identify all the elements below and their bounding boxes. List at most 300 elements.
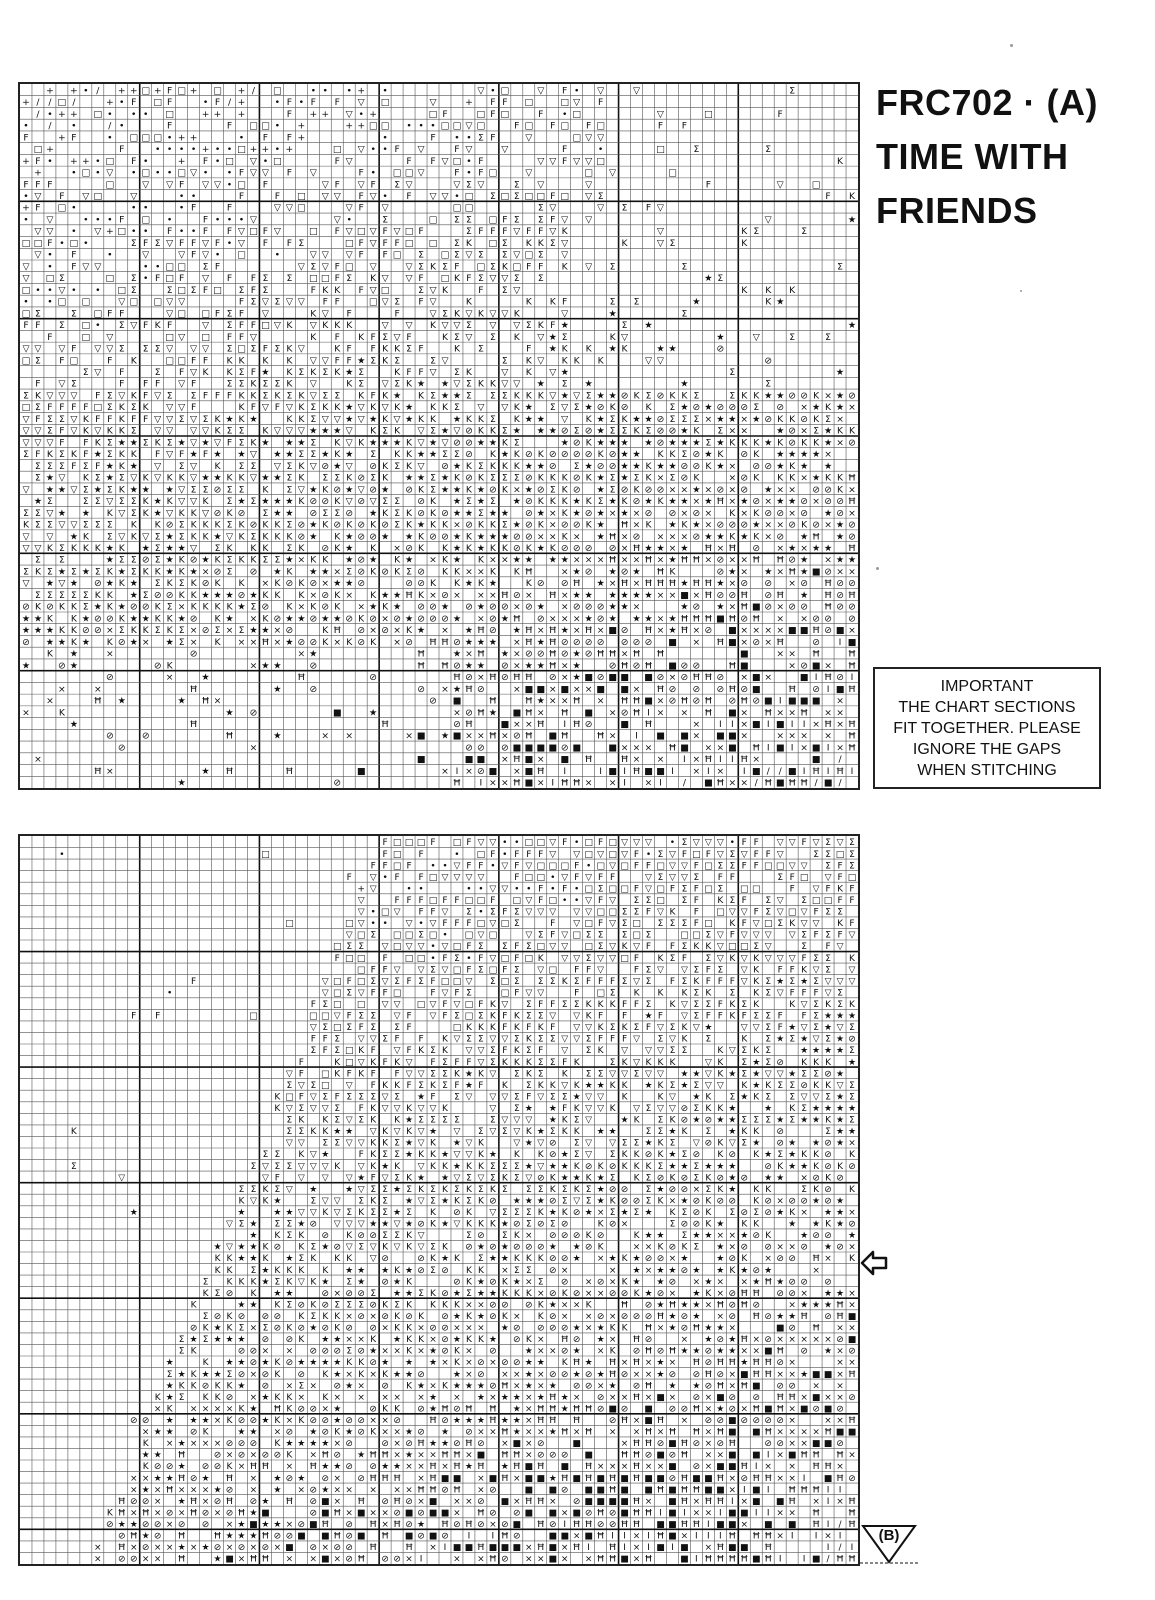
svg-text:⊘: ⊘ xyxy=(848,578,856,590)
svg-text:⊘: ⊘ xyxy=(536,1450,545,1461)
svg-text:F: F xyxy=(358,284,364,296)
svg-text:K: K xyxy=(537,519,544,531)
svg-text:K: K xyxy=(849,1254,855,1265)
svg-text:▽: ▽ xyxy=(441,988,449,999)
svg-text:Ħ: Ħ xyxy=(584,1404,593,1415)
svg-text:□: □ xyxy=(608,907,617,918)
svg-text:K: K xyxy=(442,1242,448,1253)
svg-text:Ħ: Ħ xyxy=(788,1392,797,1403)
svg-text:Σ: Σ xyxy=(310,1046,317,1057)
svg-text:Σ: Σ xyxy=(765,1011,772,1022)
svg-text:•: • xyxy=(418,120,424,132)
svg-text:Σ: Σ xyxy=(549,402,556,414)
svg-text:⊘: ⊘ xyxy=(656,1254,665,1265)
svg-text:★: ★ xyxy=(500,1242,509,1253)
svg-text:▽: ▽ xyxy=(609,942,617,953)
svg-text:□: □ xyxy=(153,97,163,109)
svg-text:⊘: ⊘ xyxy=(417,1404,425,1415)
svg-text:+: + xyxy=(285,144,294,156)
svg-text:▽: ▽ xyxy=(489,884,497,895)
svg-text:Σ: Σ xyxy=(262,284,269,296)
svg-text:▽: ▽ xyxy=(381,1104,389,1115)
svg-text:▽: ▽ xyxy=(285,1104,293,1115)
svg-text:F: F xyxy=(262,237,269,249)
svg-text:⊘: ⊘ xyxy=(848,519,856,531)
svg-text:Σ: Σ xyxy=(322,1000,329,1011)
svg-text:Σ: Σ xyxy=(286,1300,293,1311)
svg-text:□: □ xyxy=(356,976,366,987)
svg-text:⊘: ⊘ xyxy=(632,1346,641,1357)
svg-text:K: K xyxy=(477,519,484,531)
svg-text:×: × xyxy=(369,1416,377,1427)
svg-text:Σ: Σ xyxy=(513,1104,520,1115)
svg-text:×: × xyxy=(500,730,509,742)
svg-text:K: K xyxy=(621,413,628,425)
svg-text:▽: ▽ xyxy=(46,226,54,238)
svg-text:▽: ▽ xyxy=(609,1069,617,1080)
svg-text:▽: ▽ xyxy=(573,155,581,167)
svg-text:⊘: ⊘ xyxy=(824,566,832,578)
svg-text:Σ: Σ xyxy=(609,472,616,484)
svg-text:★: ★ xyxy=(776,1115,785,1126)
svg-text:K: K xyxy=(765,1080,772,1091)
svg-text:⊘: ⊘ xyxy=(824,1184,832,1195)
svg-text:⊘: ⊘ xyxy=(548,1323,557,1334)
svg-text:K: K xyxy=(322,320,329,332)
svg-text:K: K xyxy=(358,613,365,625)
svg-text:×: × xyxy=(560,1265,569,1276)
svg-text:Σ: Σ xyxy=(82,519,89,531)
svg-text:Σ: Σ xyxy=(442,261,448,273)
svg-text:⊘: ⊘ xyxy=(656,425,665,437)
svg-text:★: ★ xyxy=(800,1046,809,1057)
svg-text:▽: ▽ xyxy=(764,942,772,953)
svg-text:×: × xyxy=(728,554,737,566)
svg-text:Σ: Σ xyxy=(178,1392,185,1403)
svg-text:×: × xyxy=(369,1312,377,1323)
svg-text:★: ★ xyxy=(776,460,785,472)
svg-text:▽: ▽ xyxy=(657,907,664,918)
svg-text:★: ★ xyxy=(440,390,450,402)
svg-text:⊘: ⊘ xyxy=(800,1277,808,1288)
svg-text:Ħ: Ħ xyxy=(716,1300,725,1311)
svg-text:★: ★ xyxy=(644,542,653,554)
svg-text:▽: ▽ xyxy=(848,930,856,941)
svg-text:×: × xyxy=(788,660,797,672)
svg-text:▽: ▽ xyxy=(573,953,581,964)
svg-text:▽: ▽ xyxy=(285,1069,293,1080)
svg-text:K: K xyxy=(274,1416,281,1427)
svg-text:★: ★ xyxy=(596,1173,605,1184)
svg-text:×: × xyxy=(584,1288,593,1299)
svg-text:★: ★ xyxy=(177,613,186,625)
svg-text:■: ■ xyxy=(823,777,833,788)
svg-text:Σ: Σ xyxy=(118,320,125,332)
svg-text:⊘: ⊘ xyxy=(129,1416,138,1427)
svg-text:⊘: ⊘ xyxy=(513,1323,521,1334)
svg-text:⊘: ⊘ xyxy=(560,1277,569,1288)
svg-text:F: F xyxy=(801,988,807,999)
svg-text:⊘: ⊘ xyxy=(213,484,222,496)
svg-text:★: ★ xyxy=(716,413,725,425)
svg-text:▽: ▽ xyxy=(549,202,557,214)
svg-text:×: × xyxy=(177,601,186,613)
svg-text:/: / xyxy=(36,97,40,109)
svg-text:Ħ: Ħ xyxy=(668,1300,677,1311)
svg-text:▽: ▽ xyxy=(597,85,605,97)
svg-text:▽: ▽ xyxy=(788,861,796,872)
svg-text:⊘: ⊘ xyxy=(560,1254,569,1265)
svg-text:▽: ▽ xyxy=(321,308,329,320)
svg-text:F: F xyxy=(322,1046,328,1057)
svg-text:▽: ▽ xyxy=(309,390,317,402)
svg-text:□: □ xyxy=(464,896,474,907)
svg-text:Σ: Σ xyxy=(394,460,401,472)
svg-text:▽: ▽ xyxy=(453,320,461,332)
svg-text:⊘: ⊘ xyxy=(692,1439,701,1450)
svg-text:×: × xyxy=(381,1323,389,1334)
svg-text:Ħ: Ħ xyxy=(847,1416,857,1427)
svg-text:Σ: Σ xyxy=(490,1115,496,1126)
svg-text:★: ★ xyxy=(692,1231,701,1242)
svg-text:K: K xyxy=(250,1277,257,1288)
svg-text:K: K xyxy=(645,472,652,484)
svg-text:K: K xyxy=(753,531,760,543)
svg-text:I: I xyxy=(778,695,782,707)
svg-text:□: □ xyxy=(344,919,354,930)
svg-text:★: ★ xyxy=(608,1254,617,1265)
svg-text:K: K xyxy=(154,1392,161,1403)
svg-text:▽: ▽ xyxy=(261,1173,269,1184)
svg-text:K: K xyxy=(382,1138,389,1149)
svg-text:•: • xyxy=(310,85,317,97)
svg-text:Ħ: Ħ xyxy=(644,1427,653,1438)
svg-text:Σ: Σ xyxy=(47,496,53,508)
svg-text:K: K xyxy=(430,1161,436,1172)
svg-text:×: × xyxy=(58,683,66,695)
svg-text:▽: ▽ xyxy=(668,1104,676,1115)
svg-text:★: ★ xyxy=(788,1023,797,1034)
svg-text:⊘: ⊘ xyxy=(369,1231,377,1242)
svg-text:★: ★ xyxy=(500,507,509,519)
svg-text:K: K xyxy=(633,1115,640,1126)
svg-text:▽: ▽ xyxy=(285,296,293,308)
svg-text:★: ★ xyxy=(835,519,845,531)
svg-text:★: ★ xyxy=(261,1416,270,1427)
svg-text:★: ★ xyxy=(237,1242,246,1253)
svg-text:Σ: Σ xyxy=(609,425,616,437)
svg-text:Ħ: Ħ xyxy=(704,707,713,719)
svg-text:F: F xyxy=(190,976,197,987)
svg-text:★: ★ xyxy=(345,366,354,378)
svg-text:F: F xyxy=(358,249,364,261)
svg-text:F: F xyxy=(298,1092,304,1103)
svg-text:⊘: ⊘ xyxy=(752,636,761,648)
svg-text:⊘: ⊘ xyxy=(489,625,497,637)
svg-text:K: K xyxy=(370,1335,377,1346)
svg-text:•: • xyxy=(23,214,29,226)
svg-text:K: K xyxy=(166,1404,173,1415)
svg-text:K: K xyxy=(717,1150,724,1161)
svg-text:×: × xyxy=(668,484,677,496)
svg-text:□: □ xyxy=(476,919,486,930)
svg-text:×: × xyxy=(836,1381,844,1392)
svg-text:▽: ▽ xyxy=(345,155,353,167)
svg-text:×: × xyxy=(249,660,258,672)
svg-text:×: × xyxy=(393,636,401,648)
svg-text:★: ★ xyxy=(716,1219,725,1230)
svg-text:★: ★ xyxy=(704,1323,713,1334)
svg-text:F: F xyxy=(382,988,388,999)
svg-text:Ħ: Ħ xyxy=(440,1404,450,1415)
svg-text:▽: ▽ xyxy=(297,1173,305,1184)
svg-text:F: F xyxy=(406,155,412,167)
svg-text:K: K xyxy=(346,1254,353,1265)
svg-text:⊘: ⊘ xyxy=(596,1392,605,1403)
svg-text:Σ: Σ xyxy=(525,1080,532,1091)
svg-text:Σ: Σ xyxy=(47,566,53,578)
svg-text:■: ■ xyxy=(656,1450,665,1461)
svg-text:×: × xyxy=(465,1358,473,1369)
svg-text:⊘: ⊘ xyxy=(752,1416,761,1427)
svg-text:Σ: Σ xyxy=(573,425,580,437)
svg-text:K: K xyxy=(430,1254,436,1265)
svg-text:Σ: Σ xyxy=(549,1092,556,1103)
svg-text:Σ: Σ xyxy=(286,390,293,402)
svg-text:★: ★ xyxy=(464,625,474,637)
svg-text:▽: ▽ xyxy=(22,578,30,590)
svg-text:F: F xyxy=(143,320,149,332)
svg-text:×: × xyxy=(141,1427,150,1438)
svg-text:Σ: Σ xyxy=(250,1265,257,1276)
svg-text:★: ★ xyxy=(452,1416,461,1427)
svg-text:K: K xyxy=(621,1161,628,1172)
svg-text:Σ: Σ xyxy=(513,214,520,226)
svg-text:Ħ: Ħ xyxy=(512,777,522,788)
svg-text:K: K xyxy=(190,531,197,543)
svg-text:■: ■ xyxy=(811,1392,821,1403)
svg-text:F: F xyxy=(478,167,484,179)
svg-text:I: I xyxy=(551,777,555,788)
svg-text:□: □ xyxy=(93,190,103,202)
svg-text:Σ: Σ xyxy=(466,496,472,508)
svg-text:K: K xyxy=(406,449,413,461)
svg-text:⊘: ⊘ xyxy=(644,636,653,648)
svg-text:Σ: Σ xyxy=(537,1034,544,1045)
svg-text:⊘: ⊘ xyxy=(740,578,749,590)
svg-text:Ħ: Ħ xyxy=(704,754,713,766)
svg-text:⊘: ⊘ xyxy=(596,672,605,684)
svg-text:F: F xyxy=(598,919,604,930)
svg-text:★: ★ xyxy=(560,1404,569,1415)
svg-text:□: □ xyxy=(93,108,103,120)
svg-text:▽: ▽ xyxy=(309,378,317,390)
svg-text:□: □ xyxy=(620,884,629,895)
svg-text:⊘: ⊘ xyxy=(596,1231,605,1242)
svg-text:Σ: Σ xyxy=(825,907,831,918)
svg-text:Σ: Σ xyxy=(178,460,185,472)
svg-text:•: • xyxy=(430,120,436,132)
svg-text:⊘: ⊘ xyxy=(489,1242,497,1253)
svg-text:■: ■ xyxy=(823,1439,833,1450)
svg-text:▽: ▽ xyxy=(465,1138,473,1149)
svg-text:▽: ▽ xyxy=(429,1104,437,1115)
svg-text:F: F xyxy=(47,179,53,191)
svg-text:Σ: Σ xyxy=(633,1023,640,1034)
svg-text:▽: ▽ xyxy=(561,214,569,226)
svg-text:Σ: Σ xyxy=(118,496,125,508)
svg-text:Σ: Σ xyxy=(501,519,508,531)
svg-text:K: K xyxy=(406,460,413,472)
svg-text:□: □ xyxy=(332,988,342,999)
svg-text:▽: ▽ xyxy=(178,296,186,308)
svg-text:K: K xyxy=(477,1265,484,1276)
svg-text:F: F xyxy=(514,861,520,872)
svg-text:▽: ▽ xyxy=(345,437,353,449)
svg-text:Σ: Σ xyxy=(334,507,341,519)
svg-text:K: K xyxy=(693,942,700,953)
svg-text:⊘: ⊘ xyxy=(680,460,689,472)
svg-text:⊘: ⊘ xyxy=(321,1416,330,1427)
svg-text:K: K xyxy=(609,1323,616,1334)
svg-text:Ħ: Ħ xyxy=(823,1427,833,1438)
svg-text:K: K xyxy=(418,413,425,425)
svg-text:▽: ▽ xyxy=(405,942,413,953)
svg-text:K: K xyxy=(765,1231,772,1242)
svg-text:×: × xyxy=(716,1231,725,1242)
svg-text:⊘: ⊘ xyxy=(189,613,198,625)
svg-text:×: × xyxy=(309,589,318,601)
svg-text:▽: ▽ xyxy=(489,953,497,964)
svg-text:Ħ: Ħ xyxy=(644,578,653,590)
svg-text:★: ★ xyxy=(788,1312,797,1323)
svg-text:★: ★ xyxy=(824,1242,833,1253)
svg-text:K: K xyxy=(705,1104,712,1115)
svg-text:K: K xyxy=(765,296,772,308)
svg-text:K: K xyxy=(621,1057,628,1068)
svg-text:▽: ▽ xyxy=(561,413,569,425)
svg-text:K: K xyxy=(429,413,437,425)
svg-text:★: ★ xyxy=(488,1288,497,1299)
svg-text:Σ: Σ xyxy=(418,976,424,987)
svg-text:□: □ xyxy=(847,872,857,883)
svg-text:×: × xyxy=(848,484,856,496)
svg-text:□: □ xyxy=(309,1011,318,1022)
svg-text:▽: ▽ xyxy=(429,919,437,930)
svg-text:★: ★ xyxy=(201,472,210,484)
svg-text:⊘: ⊘ xyxy=(321,1346,330,1357)
svg-text:■: ■ xyxy=(416,730,426,742)
svg-text:★: ★ xyxy=(452,507,462,519)
svg-text:Σ: Σ xyxy=(370,930,377,941)
svg-text:□: □ xyxy=(536,861,546,872)
svg-text:F: F xyxy=(442,108,448,120)
svg-text:+: + xyxy=(129,85,138,97)
svg-text:⊘: ⊘ xyxy=(417,1265,425,1276)
svg-text:F: F xyxy=(226,202,233,214)
svg-text:K: K xyxy=(238,355,245,367)
svg-text:F: F xyxy=(478,861,484,872)
svg-text:★: ★ xyxy=(452,390,462,402)
svg-text:▽: ▽ xyxy=(549,942,557,953)
svg-text:□: □ xyxy=(584,942,593,953)
svg-text:F: F xyxy=(777,108,783,120)
svg-text:▽: ▽ xyxy=(213,179,222,191)
svg-text:Ħ: Ħ xyxy=(716,496,725,508)
svg-text:F: F xyxy=(777,1023,783,1034)
svg-text:×: × xyxy=(620,554,629,566)
svg-text:★: ★ xyxy=(824,1346,833,1357)
svg-text:×: × xyxy=(560,1312,569,1323)
svg-text:■: ■ xyxy=(727,625,737,637)
svg-text:Σ: Σ xyxy=(741,1069,748,1080)
svg-text:▽: ▽ xyxy=(130,190,138,202)
svg-text:K: K xyxy=(394,566,401,578)
svg-text:□: □ xyxy=(177,355,186,367)
svg-text:F: F xyxy=(454,261,460,273)
svg-text:×: × xyxy=(560,589,569,601)
svg-text:⊘: ⊘ xyxy=(776,1057,784,1068)
svg-text:⊘: ⊘ xyxy=(788,1277,796,1288)
svg-text:▽: ▽ xyxy=(261,167,269,179)
svg-text:K: K xyxy=(489,1023,496,1034)
svg-text:□: □ xyxy=(775,861,785,872)
svg-text:⊘: ⊘ xyxy=(788,1196,796,1207)
svg-text:F: F xyxy=(382,965,388,976)
svg-text:⊘: ⊘ xyxy=(500,742,509,754)
svg-text:□: □ xyxy=(524,953,534,964)
svg-text:⊘: ⊘ xyxy=(728,1288,737,1299)
svg-text:F: F xyxy=(334,331,340,343)
svg-text:F: F xyxy=(370,1046,376,1057)
svg-text:⊘: ⊘ xyxy=(644,1300,653,1311)
svg-text:★: ★ xyxy=(81,636,90,648)
svg-text:F: F xyxy=(825,884,831,895)
svg-text:⊘: ⊘ xyxy=(668,507,677,519)
svg-text:•: • xyxy=(274,144,281,156)
svg-text:★: ★ xyxy=(261,1265,270,1276)
svg-text:⊘: ⊘ xyxy=(572,1231,581,1242)
svg-text:×: × xyxy=(776,1196,784,1207)
svg-text:⊘: ⊘ xyxy=(704,1416,713,1427)
svg-text:Ħ: Ħ xyxy=(668,1427,677,1438)
svg-text:★: ★ xyxy=(225,613,234,625)
svg-text:⊘: ⊘ xyxy=(333,1450,342,1461)
svg-text:K: K xyxy=(202,601,209,613)
svg-text:×: × xyxy=(512,683,521,695)
svg-text:□: □ xyxy=(596,861,605,872)
svg-text:▽: ▽ xyxy=(273,425,281,437)
svg-text:■: ■ xyxy=(524,765,534,777)
svg-text:⊘: ⊘ xyxy=(369,531,378,543)
svg-text:⊘: ⊘ xyxy=(441,1416,449,1427)
svg-text:Σ: Σ xyxy=(238,484,245,496)
svg-text:Σ: Σ xyxy=(549,1219,556,1230)
svg-text:⊘: ⊘ xyxy=(752,460,761,472)
svg-text:Σ: Σ xyxy=(466,988,472,999)
svg-text:F: F xyxy=(526,261,532,273)
svg-text:■: ■ xyxy=(608,672,617,684)
svg-text:K: K xyxy=(394,1323,401,1334)
svg-text:×: × xyxy=(812,1335,820,1346)
svg-text:▽: ▽ xyxy=(369,496,377,508)
svg-text:F: F xyxy=(178,273,185,285)
svg-text:K: K xyxy=(825,1219,832,1230)
svg-text:Σ: Σ xyxy=(370,1023,377,1034)
svg-text:K: K xyxy=(430,1219,436,1230)
svg-text:I: I xyxy=(479,777,483,788)
svg-text:★: ★ xyxy=(644,413,653,425)
